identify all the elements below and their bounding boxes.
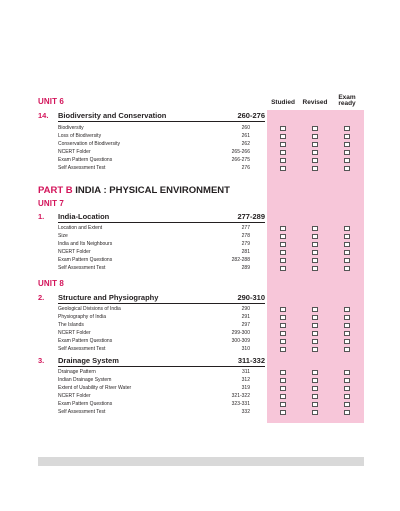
topic-pages: 321-322 bbox=[231, 393, 250, 399]
exam-ready-checkbox[interactable] bbox=[344, 315, 350, 320]
revised-checkbox[interactable] bbox=[312, 323, 318, 328]
topic-row bbox=[58, 400, 250, 408]
chapter-heading: 2. Structure and Physiography 290-310 bbox=[38, 293, 265, 302]
chapter-rule bbox=[58, 303, 265, 304]
topic-row bbox=[58, 321, 250, 329]
exam-ready-checkbox[interactable] bbox=[344, 266, 350, 271]
topic-pages: 300-309 bbox=[231, 338, 250, 344]
topic-row bbox=[58, 368, 250, 376]
studied-checkbox[interactable] bbox=[280, 323, 286, 328]
studied-checkbox[interactable] bbox=[280, 410, 286, 415]
studied-checkbox[interactable] bbox=[280, 250, 286, 255]
topic-pages: 332 bbox=[241, 409, 250, 415]
footer-bar bbox=[38, 457, 364, 466]
topic-pages: 278 bbox=[241, 233, 250, 239]
topic-row bbox=[58, 376, 250, 384]
topic-row bbox=[58, 148, 250, 156]
topic-title: Size bbox=[58, 233, 68, 239]
exam-ready-checkbox[interactable] bbox=[344, 166, 350, 171]
chapter-heading: 1. India-Location 277-289 bbox=[38, 212, 265, 221]
topic-pages: 323-331 bbox=[231, 401, 250, 407]
revised-checkbox[interactable] bbox=[312, 307, 318, 312]
studied-checkbox[interactable] bbox=[280, 258, 286, 263]
topic-title: Exam Pattern Questions bbox=[58, 401, 113, 407]
topic-title: NCERT Folder bbox=[58, 249, 91, 255]
exam-ready-checkbox[interactable] bbox=[344, 142, 350, 147]
topic-pages: 289 bbox=[241, 265, 250, 271]
topic-row bbox=[58, 132, 250, 140]
exam-ready-checkbox[interactable] bbox=[344, 234, 350, 239]
topic-row bbox=[58, 232, 250, 240]
exam-ready-checkbox[interactable] bbox=[344, 394, 350, 399]
studied-checkbox[interactable] bbox=[280, 134, 286, 139]
topic-title: The Islands bbox=[58, 322, 84, 328]
studied-header: Studied bbox=[271, 99, 295, 106]
topic-title: Loss of Biodiversity bbox=[58, 133, 102, 139]
topic-pages: 299-300 bbox=[231, 330, 250, 336]
topic-row bbox=[58, 384, 250, 392]
chapter-rule bbox=[58, 222, 265, 223]
exam-ready-checkbox[interactable] bbox=[344, 402, 350, 407]
studied-checkbox[interactable] bbox=[280, 126, 286, 131]
topic-row bbox=[58, 329, 250, 337]
revised-checkbox[interactable] bbox=[312, 370, 318, 375]
topic-row bbox=[58, 224, 250, 232]
studied-checkbox[interactable] bbox=[280, 307, 286, 312]
topic-title: Self Assessment Test bbox=[58, 346, 106, 352]
exam-ready-checkbox[interactable] bbox=[344, 158, 350, 163]
revised-checkbox[interactable] bbox=[312, 226, 318, 231]
revised-checkbox[interactable] bbox=[312, 134, 318, 139]
topic-title: Physiography of India bbox=[58, 314, 107, 320]
exam-ready-checkbox[interactable] bbox=[344, 378, 350, 383]
topic-row bbox=[58, 337, 250, 345]
topic-title: Exam Pattern Questions bbox=[58, 157, 113, 163]
topic-title: Exam Pattern Questions bbox=[58, 257, 113, 263]
topic-title: India and Its Neighbours bbox=[58, 241, 113, 247]
studied-checkbox[interactable] bbox=[280, 166, 286, 171]
topic-row bbox=[58, 248, 250, 256]
revised-header: Revised bbox=[302, 99, 328, 106]
studied-checkbox[interactable] bbox=[280, 386, 286, 391]
topic-pages: 266-275 bbox=[231, 157, 250, 163]
revised-checkbox[interactable] bbox=[312, 250, 318, 255]
revised-checkbox[interactable] bbox=[312, 402, 318, 407]
exam-ready-checkbox[interactable] bbox=[344, 226, 350, 231]
unit-heading: UNIT 8 bbox=[38, 279, 64, 288]
topic-pages: 312 bbox=[241, 377, 250, 383]
topic-title: Location and Extent bbox=[58, 225, 103, 231]
chapter-rule bbox=[58, 366, 265, 367]
exam-ready-header: Exam ready bbox=[338, 94, 356, 107]
topic-title: Self Assessment Test bbox=[58, 265, 106, 271]
unit-heading: UNIT 6 bbox=[38, 97, 64, 106]
topic-row bbox=[58, 164, 250, 172]
exam-ready-checkbox[interactable] bbox=[344, 410, 350, 415]
topic-pages: 279 bbox=[241, 241, 250, 247]
revised-checkbox[interactable] bbox=[312, 386, 318, 391]
unit-heading: UNIT 7 bbox=[38, 199, 64, 208]
exam-ready-checkbox[interactable] bbox=[344, 134, 350, 139]
topic-title: Exam Pattern Questions bbox=[58, 338, 113, 344]
topic-pages: 282-288 bbox=[231, 257, 250, 263]
topic-title: Drainage Pattern bbox=[58, 369, 96, 375]
topic-pages: 291 bbox=[241, 314, 250, 320]
revised-checkbox[interactable] bbox=[312, 166, 318, 171]
exam-ready-checkbox[interactable] bbox=[344, 242, 350, 247]
topic-row bbox=[58, 305, 250, 313]
topic-title: NCERT Folder bbox=[58, 149, 91, 155]
studied-checkbox[interactable] bbox=[280, 378, 286, 383]
studied-checkbox[interactable] bbox=[280, 331, 286, 336]
revised-checkbox[interactable] bbox=[312, 150, 318, 155]
revised-checkbox[interactable] bbox=[312, 347, 318, 352]
studied-checkbox[interactable] bbox=[280, 402, 286, 407]
topic-pages: 276 bbox=[241, 165, 250, 171]
chapter-rule bbox=[58, 121, 265, 122]
exam-ready-checkbox[interactable] bbox=[344, 331, 350, 336]
topic-title: NCERT Folder bbox=[58, 330, 91, 336]
revised-checkbox[interactable] bbox=[312, 394, 318, 399]
revised-checkbox[interactable] bbox=[312, 315, 318, 320]
topic-row bbox=[58, 124, 250, 132]
studied-checkbox[interactable] bbox=[280, 242, 286, 247]
revised-checkbox[interactable] bbox=[312, 126, 318, 131]
exam-ready-checkbox[interactable] bbox=[344, 307, 350, 312]
topic-row bbox=[58, 264, 250, 272]
part-heading: PART B INDIA : PHYSICAL ENVIRONMENT bbox=[38, 185, 230, 196]
topic-pages: 311 bbox=[242, 369, 250, 375]
exam-ready-checkbox[interactable] bbox=[344, 386, 350, 391]
chapter-heading: 3. Drainage System 311-332 bbox=[38, 356, 265, 365]
topic-title: Self Assessment Test bbox=[58, 165, 106, 171]
topic-pages: 277 bbox=[241, 225, 250, 231]
topic-title: Geological Divisions of India bbox=[58, 306, 121, 312]
topic-row bbox=[58, 313, 250, 321]
studied-checkbox[interactable] bbox=[280, 394, 286, 399]
topic-title: Extent of Usability of River Water bbox=[58, 385, 132, 391]
studied-checkbox[interactable] bbox=[280, 266, 286, 271]
exam-ready-checkbox[interactable] bbox=[344, 258, 350, 263]
topic-pages: 319 bbox=[241, 385, 250, 391]
topic-row bbox=[58, 392, 250, 400]
topic-title: Conservation of Biodiversity bbox=[58, 141, 120, 147]
exam-ready-checkbox[interactable] bbox=[344, 347, 350, 352]
exam-ready-checkbox[interactable] bbox=[344, 150, 350, 155]
exam-ready-checkbox[interactable] bbox=[344, 250, 350, 255]
topic-row bbox=[58, 345, 250, 353]
studied-checkbox[interactable] bbox=[280, 370, 286, 375]
revised-checkbox[interactable] bbox=[312, 234, 318, 239]
exam-ready-checkbox[interactable] bbox=[344, 126, 350, 131]
topic-pages: 297 bbox=[241, 322, 250, 328]
exam-ready-checkbox[interactable] bbox=[344, 370, 350, 375]
topic-row bbox=[58, 240, 250, 248]
topic-title: Biodiversity bbox=[58, 125, 84, 131]
revised-checkbox[interactable] bbox=[312, 339, 318, 344]
studied-checkbox[interactable] bbox=[280, 234, 286, 239]
studied-checkbox[interactable] bbox=[280, 158, 286, 163]
revised-checkbox[interactable] bbox=[312, 158, 318, 163]
topic-pages: 290 bbox=[241, 306, 250, 312]
revised-checkbox[interactable] bbox=[312, 258, 318, 263]
topic-title: Indian Drainage System bbox=[58, 377, 112, 383]
studied-checkbox[interactable] bbox=[280, 150, 286, 155]
topic-title: NCERT Folder bbox=[58, 393, 91, 399]
topic-pages: 265-266 bbox=[231, 149, 250, 155]
topic-title: Self Assessment Test bbox=[58, 409, 106, 415]
topic-row bbox=[58, 256, 250, 264]
revised-checkbox[interactable] bbox=[312, 410, 318, 415]
topic-row bbox=[58, 408, 250, 416]
exam-ready-checkbox[interactable] bbox=[344, 339, 350, 344]
studied-checkbox[interactable] bbox=[280, 315, 286, 320]
revised-checkbox[interactable] bbox=[312, 242, 318, 247]
studied-checkbox[interactable] bbox=[280, 142, 286, 147]
chapter-heading: 14. Biodiversity and Conservation 260-276 bbox=[38, 111, 265, 120]
topic-row bbox=[58, 140, 250, 148]
revised-checkbox[interactable] bbox=[312, 331, 318, 336]
studied-checkbox[interactable] bbox=[280, 347, 286, 352]
revised-checkbox[interactable] bbox=[312, 378, 318, 383]
topic-row bbox=[58, 156, 250, 164]
revised-checkbox[interactable] bbox=[312, 142, 318, 147]
topic-pages: 261 bbox=[241, 133, 250, 139]
studied-checkbox[interactable] bbox=[280, 339, 286, 344]
topic-pages: 310 bbox=[241, 346, 250, 352]
exam-ready-checkbox[interactable] bbox=[344, 323, 350, 328]
revised-checkbox[interactable] bbox=[312, 266, 318, 271]
studied-checkbox[interactable] bbox=[280, 226, 286, 231]
topic-pages: 262 bbox=[241, 141, 250, 147]
topic-pages: 260 bbox=[241, 125, 250, 131]
topic-pages: 281 bbox=[241, 249, 250, 255]
